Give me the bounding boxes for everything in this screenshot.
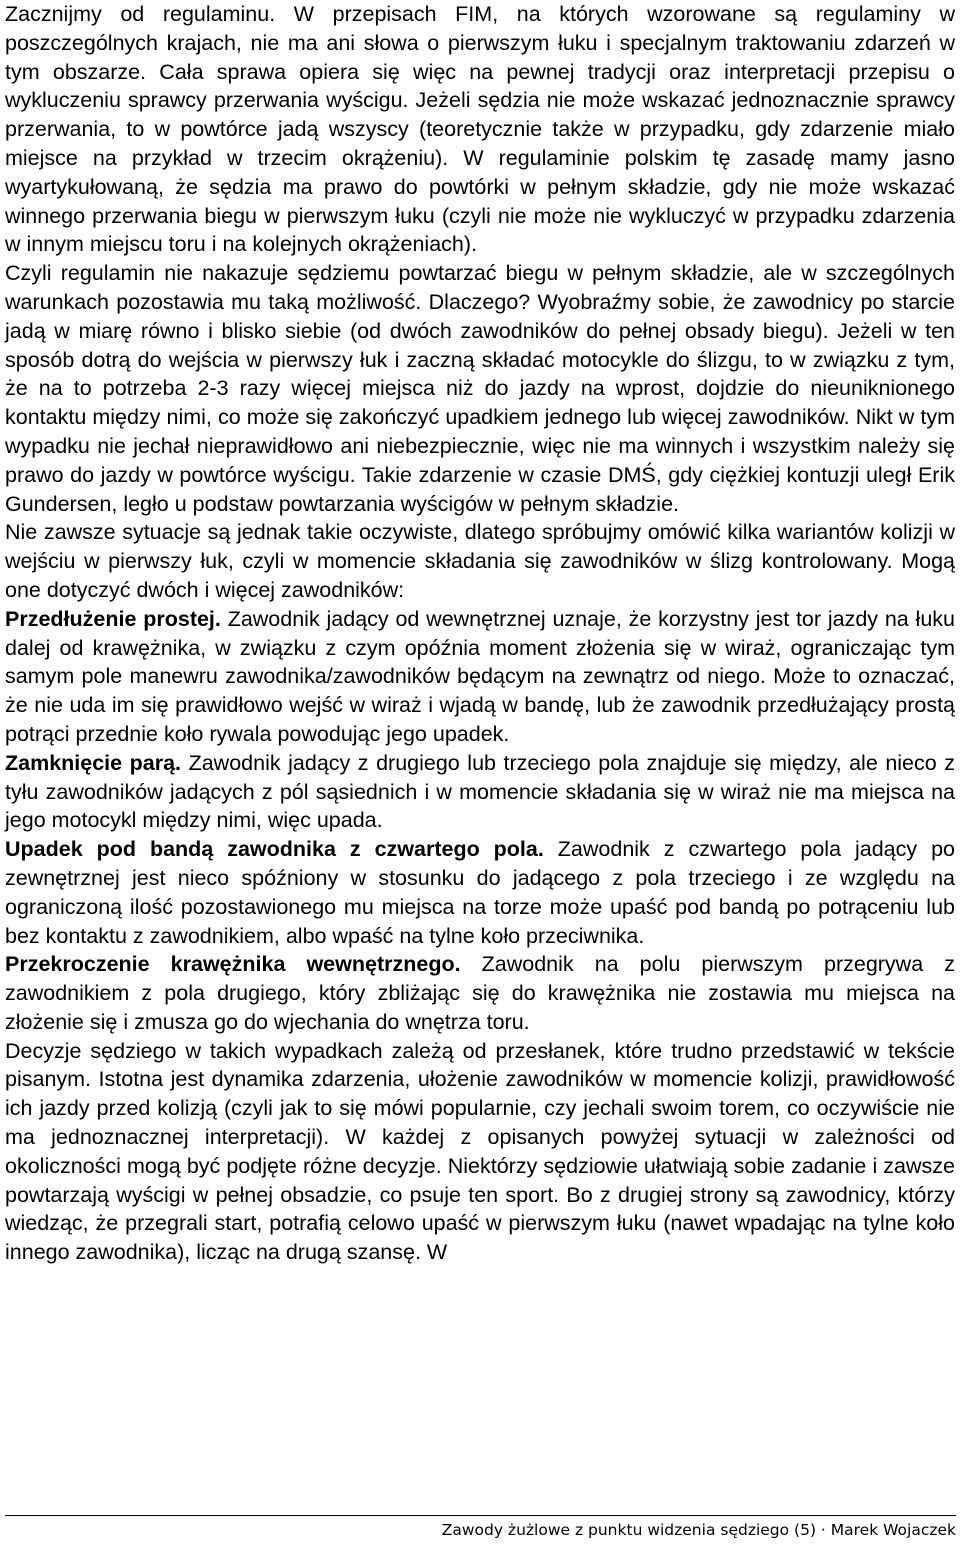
paragraph xyxy=(5,1037,955,1267)
paragraph-text: Decyzje sędziego w takich wypadkach zależą od przesłanek, które trudno przedstawić w tekście pisanym. Istotna jest dynamika zdarzenia, ułożenie zawodników w momencie kolizji, prawidłowość ich jazdy przed kolizją (czyli jak to się mówi popularnie, czy jechali swoim torem, co oczywiście nie ma jednoznacznej interpretacji). W każdej z opisanych powyżej sytuacji w zależności od okoliczności mogą być podjęte różne decyzje. Niektórzy sędziowie ułatwiają sobie zadanie i zawsze powtarzają wyścigi w pełnej obsadzie, co psuje ten sport. Bo z drugiej strony są zawodnicy, którzy wiedząc, że przegrali start, potrafią celowo upaść w pierwszym łuku (nawet wpadając na tylne koło innego zawodnika), licząc na drugą szansę. W xyxy=(5,1038,955,1265)
paragraph-text: Zawodnik z czwartego pola jadący po zewnętrznej jest nieco spóźniony w stosunku do jadącego z pola trzeciego i ze względu na ograniczoną ilość pozostawionego mu miejsca na torze może upaść pod bandą po potrąceniu lub bez kontaktu z zawodnikiem, albo wpaść na tylne koło przeciwnika. xyxy=(5,837,955,948)
paragraph xyxy=(5,259,955,518)
paragraph-text: Nie zawsze sytuacje są jednak takie oczywiste, dlatego spróbujmy omówić kilka wariantów kolizji w wejściu w pierwszy łuk, czyli w momencie składania się zawodników w ślizg kontrolowany. Mogą one dotyczyć dwóch i więcej zawodników: xyxy=(5,520,955,602)
paragraph-text: Zawodnik jadący od wewnętrznej uznaje, że korzystny jest tor jazdy na łuku dalej od krawężnika, w związku z czym opóźnia moment złożenia się w wiraż, ograniczając tym samym pole manewru zawodnika/zawodników będącym na zewnątrz od niego. Może to oznaczać, że nie uda im się prawidłowo wejść w wiraż i wjadą w bandę, lub że zawodnik przedłużający prostą potrąci przednie koło rywala powodując jego upadek. xyxy=(5,606,956,746)
paragraph-text: Zawodnik jadący z drugiego lub trzeciego pola znajduje się między, ale nieco z tyłu zawodników jadących z pól sąsiednich i w momencie składania się w wiraż nie ma miejsca na jego motocykl między nimi, więc upada. xyxy=(5,750,956,833)
paragraph-text: Zawodnik na polu pierwszym przegrywa z zawodnikiem z pola drugiego, który zbliżając się do krawężnika nie zostawia mu miejsca na złożenie się i zmusza go do wjechania do wnętrza toru. xyxy=(5,952,955,1034)
paragraph-lead: Zamknięcie parą. xyxy=(5,750,182,775)
paragraph-lead: Przekroczenie krawężnika wewnętrznego. xyxy=(5,952,461,977)
paragraph-text: Zacznijmy od regulaminu. W przepisach FIM, na których wzorowane są regulaminy w poszczególnych krajach, nie ma ani słowa o pierwszym łuku i specjalnym traktowaniu zdarzeń w tym obszarze. Cała sprawa opiera się więc na pewnej tradycji oraz interpretacji przepisu o wykluczeniu sprawcy przerwania wyścigu. Jeżeli sędzia nie może wskazać jednoznacznie sprawcy przerwania, to w powtórce jadą wszyscy (teoretycznie także w przypadku, gdy zdarzenie miało miejsce na przykład w trzecim okrążeniu). W regulaminie polskim tę zasadę mamy jasno wyartykułowaną, że sędzia ma prawo do powtórki w pełnym składzie, gdy nie może wskazać winnego przerwania biegu w pierwszym łuku (czyli nie może nie wykluczyć w przypadku zdarzenia w innym miejscu toru i na kolejnych okrążeniach). xyxy=(5,2,955,257)
paragraph-lead: Upadek pod bandą zawodnika z czwartego pola. xyxy=(5,837,544,862)
footer-divider xyxy=(5,1515,956,1516)
paragraph xyxy=(5,835,955,950)
page-footer: Zawody żużlowe z punktu widzenia sędziego (5) · Marek Wojaczek xyxy=(441,1521,956,1539)
paragraph xyxy=(5,950,955,1036)
paragraph-text: Czyli regulamin nie nakazuje sędziemu powtarzać biegu w pełnym składzie, ale w szczególnych warunkach pozostawia mu taką możliwość. Dlaczego? Wyobraźmy sobie, że zawodnicy po starcie jadą w miarę równo i blisko siebie (od dwóch zawodników do pełnej obsady biegu). Jeżeli w ten sposób dotrą do wejścia w pierwszy łuk i zaczną składać motocykle do ślizgu, to w związku z tym, że na to potrzeba 2-3 razy więcej miejsca niż do jazdy na wprost, dojdzie do nieuniknionego kontaktu między nimi, co może się zakończyć upadkiem jednego lub więcej zawodników. Nikt w tym wypadku nie jechał nieprawidłowo ani niebezpiecznie, więc nie ma winnych i wszystkim należy się prawo do jazdy w powtórce wyścigu. Takie zdarzenie w czasie DMŚ, gdy ciężkiej kontuzji uległ Erik Gundersen, legło u podstaw powtarzania wyścigów w pełnym składzie. xyxy=(5,261,955,516)
paragraph-lead: Przedłużenie prostej. xyxy=(5,606,221,631)
paragraph xyxy=(5,605,955,749)
paragraph xyxy=(5,749,955,835)
paragraph xyxy=(5,518,955,604)
document-body xyxy=(5,0,955,1267)
paragraph xyxy=(5,0,955,259)
